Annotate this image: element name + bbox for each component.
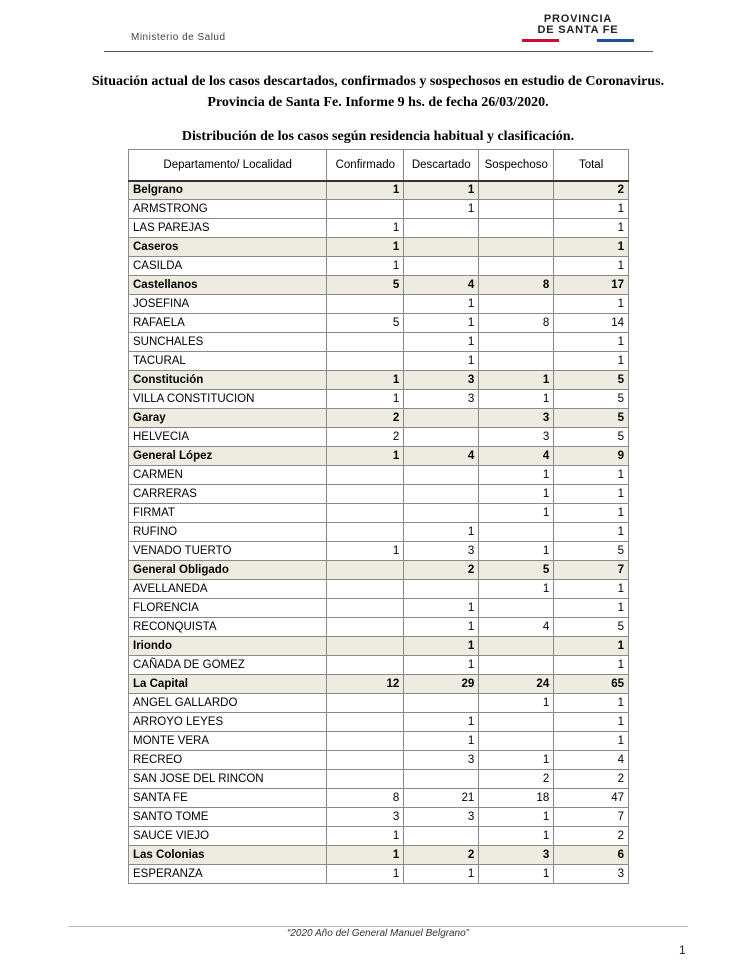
cell-total: 1 [554,200,629,219]
cell-confirmed: 8 [327,789,404,808]
locality-row [129,523,629,542]
cell-confirmed [327,352,404,371]
cell-location: Garay [129,409,327,428]
cell-total: 17 [554,276,629,295]
cell-suspected: 3 [479,409,554,428]
cell-discarded: 2 [404,846,479,865]
cell-suspected: 1 [479,808,554,827]
cell-discarded: 1 [404,618,479,637]
cell-location: MONTE VERA [129,732,327,751]
cell-confirmed [327,599,404,618]
cell-total: 1 [554,580,629,599]
logo-line-1: PROVINCIA [543,13,613,25]
cell-discarded: 29 [404,675,479,694]
cell-confirmed: 1 [327,219,404,238]
locality-row [129,504,629,523]
locality-row [129,618,629,637]
cell-discarded [404,428,479,447]
cell-discarded [404,257,479,276]
cell-suspected: 2 [479,770,554,789]
cell-suspected [479,599,554,618]
cell-discarded [404,827,479,846]
cell-location: ARMSTRONG [129,200,327,219]
locality-row [129,257,629,276]
cell-confirmed: 5 [327,314,404,333]
cell-total: 7 [554,561,629,580]
cell-total: 5 [554,409,629,428]
cell-suspected: 4 [479,447,554,466]
logo-stripe [597,39,634,42]
cell-confirmed [327,713,404,732]
cell-total: 5 [554,618,629,637]
cell-location: RECREO [129,751,327,770]
cell-confirmed [327,333,404,352]
cell-total: 5 [554,428,629,447]
cell-total: 1 [554,257,629,276]
cell-discarded: 1 [404,314,479,333]
cell-location: FLORENCIA [129,599,327,618]
cell-confirmed [327,466,404,485]
cell-suspected: 1 [479,485,554,504]
cell-confirmed: 1 [327,827,404,846]
cell-total: 1 [554,656,629,675]
locality-row [129,770,629,789]
cell-total: 7 [554,808,629,827]
locality-row [129,542,629,561]
cell-discarded: 1 [404,295,479,314]
footer-motto: “2020 Año del General Manuel Belgrano” [287,928,469,939]
cell-suspected: 3 [479,846,554,865]
page-number: 1 [679,943,686,957]
cell-location: RECONQUISTA [129,618,327,637]
locality-row [129,694,629,713]
cell-suspected: 1 [479,865,554,884]
locality-row [129,580,629,599]
cases-table [128,149,629,884]
cell-suspected [479,238,554,257]
department-row [129,276,629,295]
cell-confirmed: 1 [327,447,404,466]
cell-discarded: 1 [404,352,479,371]
cell-suspected [479,333,554,352]
cell-total: 2 [554,827,629,846]
cell-confirmed: 2 [327,409,404,428]
cell-discarded [404,580,479,599]
department-row [129,447,629,466]
cell-total: 2 [554,770,629,789]
cell-suspected [479,656,554,675]
locality-row [129,314,629,333]
cell-discarded: 3 [404,371,479,390]
department-row [129,675,629,694]
cell-total: 14 [554,314,629,333]
locality-row [129,352,629,371]
cell-location: SANTO TOME [129,808,327,827]
cell-location: Iriondo [129,637,327,656]
cell-confirmed [327,694,404,713]
cell-total: 1 [554,466,629,485]
cell-suspected: 1 [479,466,554,485]
logo-stripe [522,39,559,42]
report-title-line-2: Provincia de Santa Fe. Informe 9 hs. de fecha 26/03/2020. [207,95,549,110]
cell-location: VILLA CONSTITUCION [129,390,327,409]
cell-location: ANGEL GALLARDO [129,694,327,713]
cell-location: Las Colonias [129,846,327,865]
cell-suspected: 1 [479,542,554,561]
locality-row [129,428,629,447]
cell-discarded: 1 [404,599,479,618]
cell-total: 3 [554,865,629,884]
locality-row [129,219,629,238]
cell-suspected: 1 [479,390,554,409]
cell-confirmed: 1 [327,846,404,865]
col-header-suspected: Sospechoso [479,150,554,181]
cell-total: 1 [554,713,629,732]
cell-location: La Capital [129,675,327,694]
cell-suspected: 3 [479,428,554,447]
cell-suspected: 5 [479,561,554,580]
cell-discarded: 21 [404,789,479,808]
table-caption: Distribución de los casos según residencia habitual y clasificación. [181,129,575,144]
cell-confirmed [327,618,404,637]
cell-confirmed: 1 [327,181,404,200]
cell-discarded: 1 [404,181,479,200]
cell-discarded [404,219,479,238]
cell-total: 47 [554,789,629,808]
cell-location: CAÑADA DE GOMEZ [129,656,327,675]
cell-total: 1 [554,219,629,238]
cell-total: 4 [554,751,629,770]
cell-location: Castellanos [129,276,327,295]
cell-discarded: 1 [404,865,479,884]
cell-location: SANTA FE [129,789,327,808]
cell-discarded: 2 [404,561,479,580]
cell-total: 65 [554,675,629,694]
cell-discarded: 1 [404,200,479,219]
cell-discarded [404,770,479,789]
cell-location: RAFAELA [129,314,327,333]
department-row [129,637,629,656]
cell-discarded: 4 [404,276,479,295]
ministry-name: Ministerio de Salud [131,32,226,43]
department-row [129,371,629,390]
cell-confirmed: 1 [327,257,404,276]
col-header-location: Departamento/ Localidad [129,150,327,181]
report-title [40,71,716,113]
cell-total: 1 [554,333,629,352]
cell-confirmed [327,200,404,219]
cell-suspected [479,637,554,656]
cell-suspected: 1 [479,504,554,523]
cell-location: HELVECIA [129,428,327,447]
cell-location: SUNCHALES [129,333,327,352]
cell-confirmed: 3 [327,808,404,827]
cell-total: 1 [554,694,629,713]
cell-confirmed: 5 [327,276,404,295]
cell-location: FIRMAT [129,504,327,523]
locality-row [129,827,629,846]
cell-confirmed [327,637,404,656]
cell-location: CASILDA [129,257,327,276]
cell-location: TACURAL [129,352,327,371]
cell-discarded: 4 [404,447,479,466]
cell-location: CARMEN [129,466,327,485]
cell-confirmed [327,732,404,751]
cell-discarded: 1 [404,656,479,675]
cell-location: SAUCE VIEJO [129,827,327,846]
cell-suspected [479,352,554,371]
cell-confirmed: 12 [327,675,404,694]
cell-total: 1 [554,485,629,504]
cell-confirmed [327,295,404,314]
cell-location: LAS PAREJAS [129,219,327,238]
cell-total: 9 [554,447,629,466]
cell-suspected: 1 [479,827,554,846]
cell-location: Constitución [129,371,327,390]
cell-location: General Obligado [129,561,327,580]
cell-confirmed [327,751,404,770]
cell-location: ESPERANZA [129,865,327,884]
cell-discarded [404,485,479,504]
cell-suspected [479,257,554,276]
cell-location: ARROYO LEYES [129,713,327,732]
locality-row [129,808,629,827]
cell-discarded: 3 [404,542,479,561]
cell-suspected [479,200,554,219]
cell-discarded: 1 [404,333,479,352]
cell-suspected [479,181,554,200]
department-row [129,409,629,428]
cell-total: 1 [554,352,629,371]
cell-confirmed: 2 [327,428,404,447]
locality-row [129,485,629,504]
department-row [129,181,629,200]
cell-suspected: 1 [479,371,554,390]
cell-suspected: 8 [479,314,554,333]
logo-stripe [559,39,597,42]
report-title-line-1: Situación actual de los casos descartados, confirmados y sospechosos en estudio de Coronavirus. [91,74,665,89]
cell-confirmed [327,504,404,523]
cell-suspected [479,732,554,751]
cell-location: Caseros [129,238,327,257]
logo-color-bar [522,39,634,42]
col-header-total: Total [554,150,629,181]
cell-total: 6 [554,846,629,865]
locality-row [129,466,629,485]
cell-location: VENADO TUERTO [129,542,327,561]
table-body [129,181,629,884]
cell-location: General López [129,447,327,466]
cell-total: 1 [554,523,629,542]
locality-row [129,789,629,808]
cell-confirmed: 1 [327,238,404,257]
cell-discarded: 1 [404,732,479,751]
department-row [129,561,629,580]
cell-discarded: 3 [404,808,479,827]
cell-location: RUFINO [129,523,327,542]
col-header-discarded: Descartado [404,150,479,181]
cell-suspected: 4 [479,618,554,637]
department-row [129,846,629,865]
cell-confirmed [327,485,404,504]
cell-location: CARRERAS [129,485,327,504]
locality-row [129,656,629,675]
cell-suspected: 8 [479,276,554,295]
cell-confirmed: 1 [327,865,404,884]
cell-confirmed [327,580,404,599]
cell-suspected: 1 [479,751,554,770]
cell-confirmed [327,656,404,675]
cell-discarded [404,409,479,428]
cell-discarded: 1 [404,713,479,732]
cell-location: SAN JOSE DEL RINCON [129,770,327,789]
cell-location: AVELLANEDA [129,580,327,599]
department-row [129,238,629,257]
cell-suspected [479,713,554,732]
locality-row [129,599,629,618]
cell-total: 1 [554,504,629,523]
locality-row [129,751,629,770]
table-header-row [129,150,629,181]
cell-suspected: 1 [479,580,554,599]
cell-suspected: 24 [479,675,554,694]
cell-discarded [404,504,479,523]
locality-row [129,200,629,219]
cell-suspected: 1 [479,694,554,713]
cell-suspected [479,219,554,238]
locality-row [129,295,629,314]
footer-divider [68,926,688,927]
cell-discarded [404,694,479,713]
cell-total: 1 [554,599,629,618]
cell-confirmed [327,561,404,580]
locality-row [129,865,629,884]
cell-confirmed [327,523,404,542]
cell-confirmed: 1 [327,390,404,409]
locality-row [129,390,629,409]
cell-total: 1 [554,732,629,751]
cell-confirmed: 1 [327,371,404,390]
cell-suspected: 18 [479,789,554,808]
header-divider [104,51,653,52]
cell-discarded [404,238,479,257]
cell-total: 1 [554,637,629,656]
locality-row [129,713,629,732]
cell-total: 5 [554,542,629,561]
province-logo [522,14,634,42]
cell-discarded [404,466,479,485]
locality-row [129,732,629,751]
logo-line-2: DE SANTA FE [537,24,619,36]
cell-suspected [479,523,554,542]
cell-confirmed: 1 [327,542,404,561]
cell-total: 1 [554,238,629,257]
cell-location: Belgrano [129,181,327,200]
cell-location: JOSEFINA [129,295,327,314]
cell-discarded: 3 [404,751,479,770]
cell-total: 1 [554,295,629,314]
cell-total: 5 [554,371,629,390]
locality-row [129,333,629,352]
cell-total: 5 [554,390,629,409]
cell-discarded: 1 [404,523,479,542]
cell-total: 2 [554,181,629,200]
col-header-confirmed: Confirmado [327,150,404,181]
cell-suspected [479,295,554,314]
cell-discarded: 3 [404,390,479,409]
cell-confirmed [327,770,404,789]
cell-discarded: 1 [404,637,479,656]
